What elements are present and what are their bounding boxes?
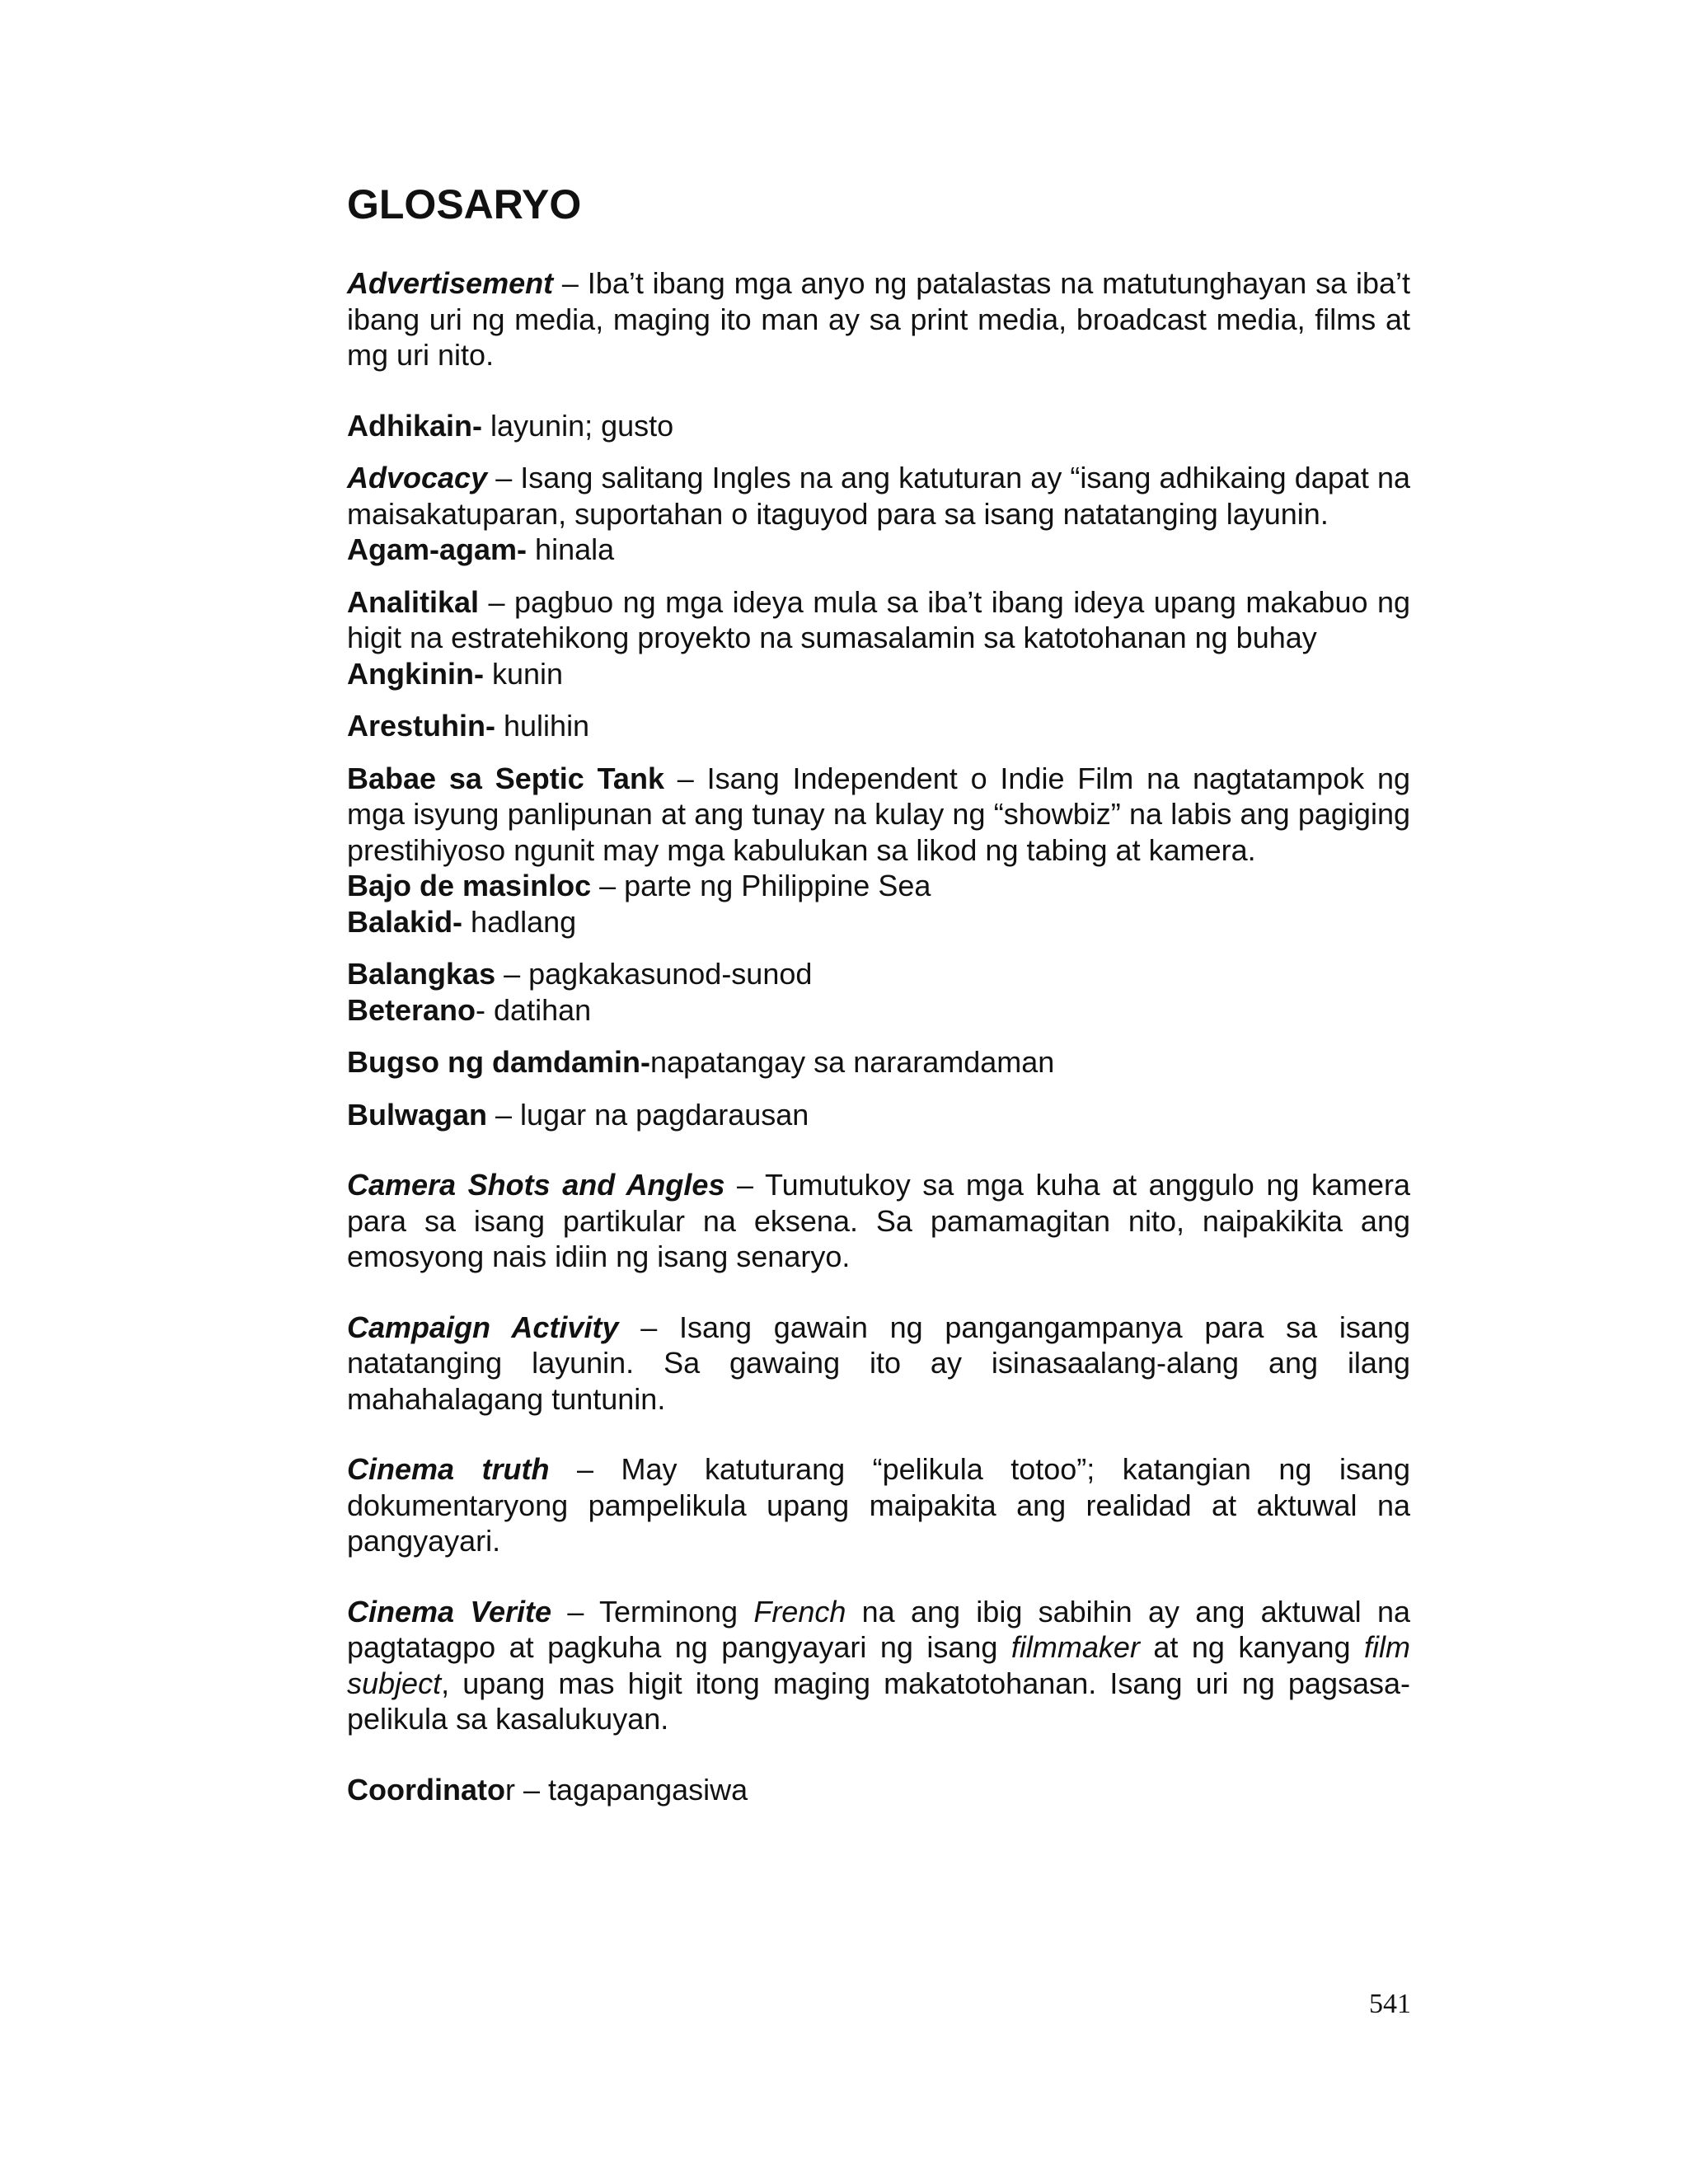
glossary-definition: - datihan xyxy=(476,992,592,1027)
glossary-definition: napatangay sa nararamdaman xyxy=(650,1045,1055,1079)
glossary-term: Balakid- xyxy=(347,904,463,939)
glossary-entry xyxy=(347,460,1410,532)
glossary-entry xyxy=(347,656,1410,692)
glossary-term: Bajo de masinloc xyxy=(347,869,592,902)
glossary-term: Arestuhin- xyxy=(347,709,495,743)
glossary-definition-part: na ang ibig sabihin ay ang aktuwal na pagtatagpo at pagkuha ng pangyayari ng isang xyxy=(347,1594,1410,1664)
glossary-content xyxy=(347,180,1410,1807)
glossary-term: Angkinin- xyxy=(347,656,484,691)
glossary-term: Campaign Activity xyxy=(347,1310,619,1344)
glossary-definition-part: , upang mas higit itong maging makatotohanan. Isang uri ng pagsasa-pelikula sa kasalukuyan. xyxy=(347,1666,1410,1736)
glossary-term: Babae sa Septic Tank xyxy=(347,761,664,795)
glossary-definition: hulihin xyxy=(495,709,590,743)
glossary-entry xyxy=(347,1310,1410,1418)
glossary-term: Bulwagan xyxy=(347,1097,488,1132)
glossary-term: Camera Shots and Angles xyxy=(347,1168,725,1202)
glossary-term: Coordinato xyxy=(347,1772,505,1807)
page-title: GLOSARYO xyxy=(347,181,582,227)
glossary-definition: – Isang Independent o Indie Film na nagtatampok ng mga isyung panlipunan at ang tunay na kulay ng “showbiz” na labis ang pagiging prestihiyoso ngunit may mga kabulukan sa likod ng tabing at kamera. xyxy=(347,761,1410,867)
glossary-term: Agam-agam- xyxy=(347,532,528,566)
glossary-definition-italic: French xyxy=(753,1594,846,1629)
glossary-term: Cinema Verite xyxy=(347,1594,552,1629)
glossary-entry xyxy=(347,1097,1410,1133)
glossary-definition-italic: film subject xyxy=(347,1630,1411,1700)
glossary-definition-italic: filmmaker xyxy=(1010,1630,1140,1664)
glossary-term: Advertisement xyxy=(347,266,554,300)
glossary-definition: – pagbuo ng mga ideya mula sa iba’t ibang ideya upang makabuo ng higit na estratehikong proyekto na sumasalamin sa katotohanan ng buhay xyxy=(347,584,1410,654)
glossary-definition: – May katuturang “pelikula totoo”; katangian ng isang dokumentaryong pampelikula upang maipakita ang realidad at aktuwal na pangyayari. xyxy=(347,1452,1411,1558)
glossary-definition: hinala xyxy=(527,532,615,566)
glossary-entry xyxy=(347,265,1410,373)
glossary-entry xyxy=(347,1044,1410,1080)
glossary-definition: kunin xyxy=(483,656,564,691)
glossary-entry xyxy=(347,1167,1410,1275)
glossary-definition: – lugar na pagdarausan xyxy=(487,1097,809,1132)
glossary-entry xyxy=(347,1451,1410,1559)
glossary-definition: layunin; gusto xyxy=(482,408,674,443)
glossary-entry xyxy=(347,868,1410,904)
glossary-term: Bugso ng damdamin- xyxy=(347,1045,650,1079)
glossary-entry xyxy=(347,761,1410,869)
glossary-definition: – Isang gawain ng pangangampanya para sa isang natatanging layunin. Sa gawaing ito ay isinasaalang-alang ang ilang mahahalagang tuntunin. xyxy=(347,1310,1410,1416)
glossary-definition: hadlang xyxy=(462,904,577,939)
glossary-entry xyxy=(347,1772,1410,1808)
glossary-entry xyxy=(347,532,1410,568)
glossary-entry xyxy=(347,708,1410,744)
glossary-term: Analitikal xyxy=(347,584,480,619)
glossary-entry xyxy=(347,408,1410,444)
glossary-entry xyxy=(347,904,1410,940)
glossary-definition: – pagkakasunod-sunod xyxy=(495,957,813,991)
glossary-definition: – Tumutukoy sa mga kuha at anggulo ng kamera para sa isang partikular na eksena. Sa pamamagitan nito, naipakikita ang emosyong nais idiin ng isang senaryo. xyxy=(347,1168,1410,1273)
glossary-definition: – Isang salitang Ingles na ang katuturan ay “isang adhikaing dapat na maisakatuparan, suportahan o itaguyod para sa isang natatanging layunin. xyxy=(347,461,1410,531)
glossary-term: Advocacy xyxy=(347,461,488,494)
glossary-term: Beterano xyxy=(347,992,476,1027)
glossary-definition: – parte ng Philippine Sea xyxy=(591,869,931,902)
page-number: 541 xyxy=(1369,1989,1411,2019)
glossary-definition-part: at ng kanyang xyxy=(1139,1630,1365,1664)
glossary-term: Balangkas xyxy=(347,957,496,991)
glossary-entry xyxy=(347,992,1410,1029)
glossary-entry xyxy=(347,584,1410,656)
glossary-term: Cinema truth xyxy=(347,1452,550,1486)
glossary-definition: – Iba’t ibang mga anyo ng patalastas na matutunghayan sa iba’t ibang uri ng media, maging ito man ay sa print media, broadcast media, films at mg uri nito. xyxy=(347,266,1410,372)
glossary-term: Adhikain- xyxy=(347,408,483,443)
glossary-definition-part: – Terminong xyxy=(551,1594,754,1629)
glossary-definition: r – tagapangasiwa xyxy=(504,1772,748,1807)
glossary-entry xyxy=(347,956,1410,992)
glossary-entry xyxy=(347,1594,1410,1737)
